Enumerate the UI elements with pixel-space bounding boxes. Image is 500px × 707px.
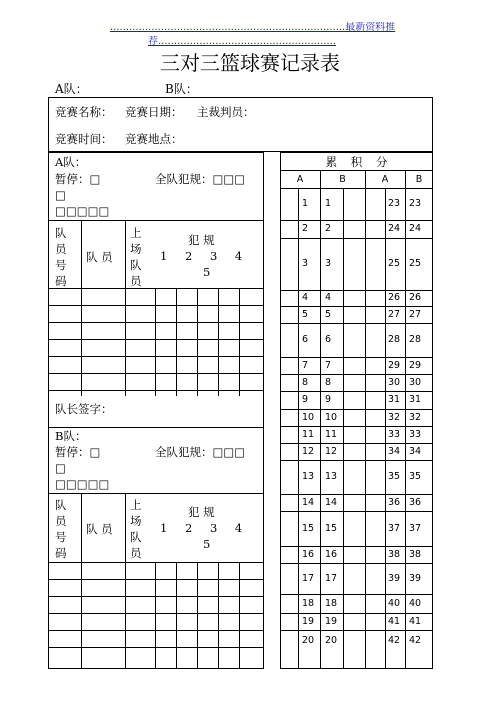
foul-five-a: 5: [203, 265, 211, 279]
score-b-5: 5: [325, 308, 332, 320]
score-a-2: 2: [302, 223, 309, 234]
score-a2-18: 40: [388, 597, 401, 609]
score-a-13: 13: [302, 471, 315, 482]
label-match-date: 竞赛日期：: [125, 105, 183, 119]
foul-numbers-a: 1 2 3 4: [160, 249, 243, 263]
score-b2-13: 35: [409, 471, 422, 482]
score-b2-14: 36: [409, 496, 422, 508]
score-a-7: 7: [302, 359, 309, 371]
score-b2-8: 30: [409, 376, 422, 388]
score-b-20: 20: [325, 635, 338, 646]
score-a-12: 12: [302, 445, 315, 457]
score-b-10: 10: [325, 411, 338, 423]
score-col-a1: A: [296, 174, 304, 185]
captain-signature-a: 队长签字：: [55, 402, 113, 416]
score-b2-12: 34: [409, 445, 422, 457]
score-b2-19: 41: [409, 615, 422, 627]
score-a-11: 11: [302, 428, 315, 440]
score-a2-15: 37: [388, 522, 401, 534]
score-b2-10: 32: [409, 411, 422, 423]
col-player-number-a: 队员号码: [55, 226, 67, 288]
team-b-fouls-cont: □: [55, 461, 66, 475]
col-fouls-b: 犯 规: [188, 505, 215, 519]
score-a-14: 14: [302, 496, 315, 508]
score-b-4: 4: [325, 292, 332, 303]
score-b2-15: 37: [409, 522, 422, 534]
score-b2-18: 40: [409, 597, 422, 609]
score-a2-14: 36: [388, 496, 401, 508]
score-a2-1: 23: [388, 198, 401, 209]
score-b2-5: 27: [409, 308, 422, 320]
score-a-6: 6: [302, 334, 309, 345]
score-a2-3: 25: [388, 258, 401, 269]
score-a2-8: 30: [388, 376, 401, 388]
score-b2-17: 39: [409, 572, 422, 584]
team-a-timeout: 暂停：□: [55, 172, 101, 186]
col-starter-b: 上场队员: [130, 498, 142, 560]
score-a-19: 19: [302, 615, 315, 627]
score-b-15: 15: [325, 522, 338, 534]
score-col-b2: B: [415, 174, 423, 185]
score-a2-19: 41: [388, 615, 401, 627]
score-b2-16: 38: [409, 548, 422, 560]
score-a2-13: 35: [388, 471, 401, 482]
score-b-6: 6: [325, 334, 332, 345]
col-fouls-a: 犯 规: [188, 233, 215, 247]
team-a-boxes: □□□□□: [55, 204, 110, 218]
score-a2-7: 29: [388, 359, 401, 371]
score-b2-11: 33: [409, 428, 422, 440]
score-b2-4: 26: [409, 292, 422, 303]
score-a-4: 4: [302, 292, 309, 303]
score-a-15: 15: [302, 522, 315, 534]
score-a-1: 1: [302, 198, 309, 209]
score-b-3: 3: [325, 258, 332, 269]
foul-five-b: 5: [203, 537, 211, 551]
score-b-11: 11: [325, 428, 338, 440]
score-b-8: 8: [325, 376, 332, 388]
label-match-place: 竞赛地点：: [125, 132, 183, 146]
score-a-20: 20: [302, 635, 315, 646]
score-a-9: 9: [302, 394, 309, 405]
col-player-a: 队 员: [86, 250, 113, 264]
col-starter-a: 上场队员: [130, 226, 142, 288]
score-a-10: 10: [302, 411, 315, 423]
promo-link-line2[interactable]: 荐........................................................: [148, 36, 337, 47]
team-a-team-fouls: 全队犯规：□□□: [155, 172, 246, 186]
team-a-header: A队：: [55, 82, 88, 96]
score-b2-2: 24: [409, 223, 422, 234]
team-b-boxes: □□□□□: [55, 477, 110, 491]
score-a2-5: 27: [388, 308, 401, 320]
score-b-14: 14: [325, 496, 338, 508]
score-a-5: 5: [302, 308, 309, 320]
label-match-time: 竞赛时间：: [55, 132, 113, 146]
score-a-3: 3: [302, 258, 309, 269]
score-b2-1: 23: [409, 198, 422, 209]
foul-numbers-b: 1 2 3 4: [160, 521, 243, 535]
score-a2-4: 26: [388, 292, 401, 303]
score-a2-12: 34: [388, 445, 401, 457]
team-b-timeout: 暂停：□: [55, 445, 101, 459]
team-b-label: B队：: [55, 429, 87, 443]
score-a2-10: 32: [388, 411, 401, 423]
score-b2-9: 31: [409, 394, 422, 405]
col-player-b: 队 员: [86, 522, 113, 536]
score-col-b1: B: [339, 174, 346, 185]
score-a-8: 8: [302, 376, 309, 388]
score-a2-9: 31: [388, 394, 401, 405]
score-title: 累 积 分: [325, 155, 388, 169]
team-a-label: A队：: [55, 155, 87, 169]
label-match-name: 竞赛名称：: [55, 105, 113, 119]
team-b-header: B队：: [165, 82, 198, 96]
score-b2-3: 25: [409, 258, 422, 269]
label-referee: 主裁判员：: [197, 105, 255, 119]
score-b2-6: 28: [409, 334, 422, 345]
score-b-1: 1: [325, 198, 332, 209]
score-a-16: 16: [302, 548, 315, 560]
page-title: 三对三篮球赛记录表: [160, 51, 340, 75]
score-b2-20: 42: [409, 635, 422, 646]
team-a-fouls-cont: □: [55, 188, 66, 202]
score-b-2: 2: [325, 223, 332, 234]
col-player-number-b: 队员号码: [55, 498, 67, 560]
score-b-17: 17: [325, 572, 338, 584]
score-b2-7: 29: [409, 359, 422, 371]
score-b-13: 13: [325, 471, 338, 482]
score-b-7: 7: [325, 359, 332, 371]
score-a2-20: 42: [388, 635, 401, 646]
score-a-17: 17: [302, 572, 315, 584]
score-a-18: 18: [302, 597, 315, 609]
score-a2-11: 33: [388, 428, 401, 440]
team-b-team-fouls: 全队犯规：□□□: [155, 445, 246, 459]
score-a2-6: 28: [388, 334, 401, 345]
score-b-16: 16: [325, 548, 338, 560]
score-a2-17: 39: [388, 572, 401, 584]
score-b-18: 18: [325, 597, 338, 609]
score-b-19: 19: [325, 615, 338, 627]
score-b-12: 12: [325, 445, 338, 457]
score-col-a2: A: [381, 174, 389, 185]
score-b-9: 9: [325, 394, 332, 405]
score-a2-16: 38: [388, 548, 401, 560]
promo-link-line1[interactable]: ..........................................................................最新资料推: [110, 22, 396, 33]
score-a2-2: 24: [388, 223, 401, 234]
